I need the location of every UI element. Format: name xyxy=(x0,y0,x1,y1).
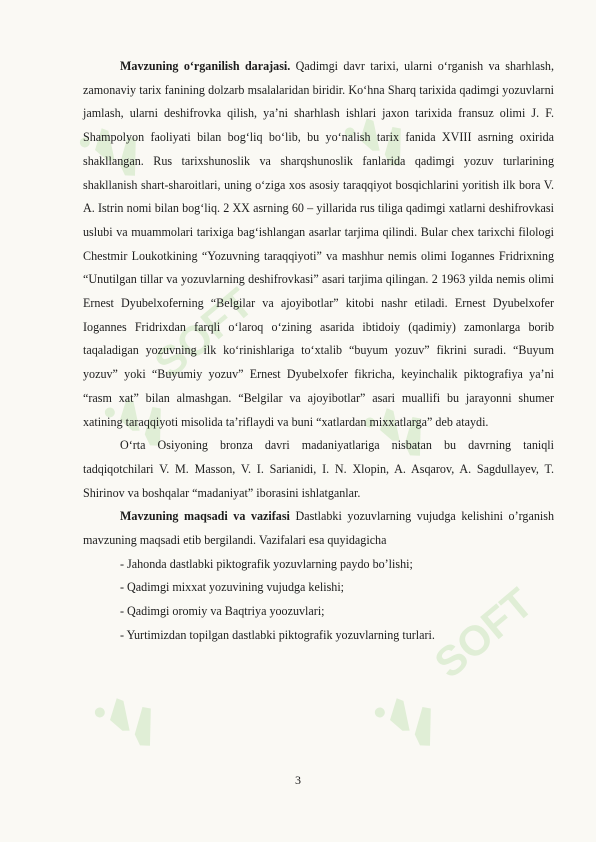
paragraph-heading: Mavzuning maqsadi va vazifasi xyxy=(120,509,290,524)
paragraph-text: Dastlabki yozuvlarning vujudga kelishini o’rganish mavzuning maqsadi etib bergilandi. Vazifalari esa quyidagicha xyxy=(83,509,554,548)
list-item: - Yurtimizdan topilgan dastlabki piktografik yozuvlarning turlari. xyxy=(120,627,435,642)
paragraph-text: O‘rta Osiyoning bronza davri madaniyatlariga nisbatan bu davrning taniqli tadqiqotchilari V. M. Masson, V. I. Sarianidi, I. N. Xlopin, A. Asqarov, A. Sagdullayev, T. Shirinov va boshqalar “madaniyat” iborasini ishlatganlar. xyxy=(83,438,554,500)
paragraph-heading: Mavzuning o‘rganilish darajasi. xyxy=(120,59,291,73)
list-item: - Jahonda dastlabki piktografik yozuvlarning paydo bo’lishi; xyxy=(120,556,413,571)
paragraph-text: Qadimgi davr tarixi, ularni o‘rganish va sharhlash, zamonaviy tarix fanining dolzarb msalalaridan biridir. Ko‘hna Sharq tarixida qadimgi yozuvlarni jamlash, ularni deshifrovka qilish, ya’ni sharhlash ishlari jaxon tarixida fransuz olimi J. F. Shampolyon faoliyati bilan bog‘liq bo‘lib, bu yo‘nalish tarix fanida XVIII asrning oxirida shakllangan. Rus tarixshunoslik va sharqshunoslik fanlarida qadimgi yozuv turlarining shakllanish shart-sharoitlari, uning o‘ziga xos asosiy taraqqiyot bosqichlarini yoritish ilk bora V. A. Istrin nomi bilan bog‘liq. 2 XX asrning 60 – yillarida rus tiliga qadimgi xatlarni deshifrovkasi uslubi va muammolari tarixiga bag‘ishlangan asarlar tarjima qilindi. Bular chex tarixchi filologi Chestmir Loukotkining “Yozuvning taraqqiyoti” va mashhur nemis olimi Iogannes Fridrixning “Unutilgan tillar va yozuvlarning deshifrovkasi” asari tarjima qilingan. 2 1963 yilda nemis olimi Ernest Dyubelxoferning “Belgilar va ajoyibotlar” kitobi nashr etiladi. Ernest Dyubelxofer Iogannes Fridrixdan farqli o‘laroq o‘zining asarida ibtidoiy (qadimiy) zamonlarga borib taqaladigan yozuvning ilk ko‘rinishlariga to‘xtalib “buyum yozuv” fikrini suradi. “Buyum yozuv” yoki “Buyumiy yozuv” Ernest Dyubelxofer fikricha, keyinchalik piktografiya ya’ni “rasm xat” bilan almashgan. “Belgilar va ajoyibotlar” asari muallifi bu jarayonni shumer xatining taraqqiyoti misolida ta’riflaydi va buni “xatlardan mixxatlarga” deb ataydi. xyxy=(83,59,554,429)
paragraph-goal-tasks xyxy=(83,505,554,552)
watermark-text: SOFT xyxy=(425,578,542,687)
page-number: 3 xyxy=(295,773,301,787)
paragraph-central-asia xyxy=(83,434,554,505)
list-item: - Qadimgi mixxat yozuvining vujudga kelishi; xyxy=(120,580,345,595)
watermark-text: SOFT xyxy=(145,278,262,387)
document-body xyxy=(83,55,554,648)
watermark-logo-icon xyxy=(373,683,448,761)
tasks-list xyxy=(83,553,554,648)
paragraph-study-level xyxy=(83,55,554,434)
list-item: - Qadimgi oromiy va Baqtriya yoozuvlari; xyxy=(120,604,325,619)
watermark-logo-icon xyxy=(93,683,168,761)
